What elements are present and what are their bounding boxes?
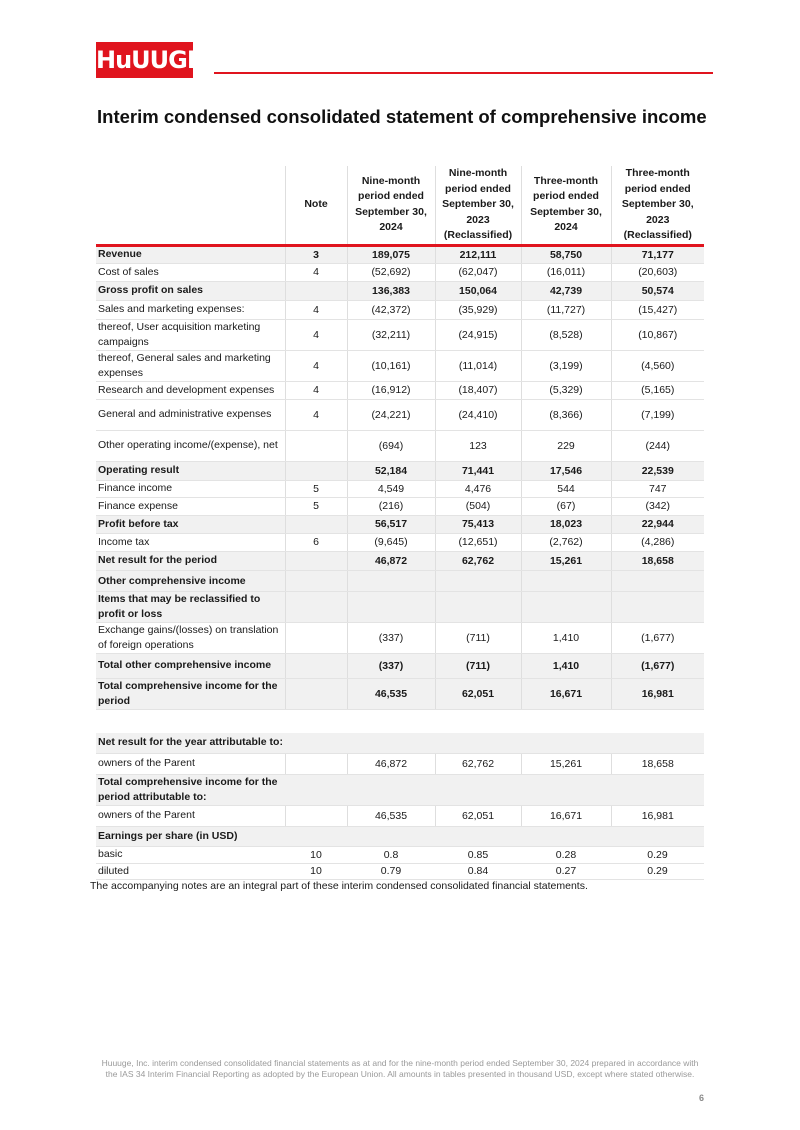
value-9m-2023: 0.84 [435,863,521,879]
table-row [96,350,704,381]
value-3m-2023 [611,733,704,753]
row-note [285,805,347,826]
row-note [285,753,347,774]
value-3m-2023 [611,826,704,846]
value-9m-2024: 46,535 [347,678,435,709]
table-row [96,733,704,753]
row-label: Cost of sales [96,263,285,281]
row-note [285,826,347,846]
table-row [96,591,704,622]
value-9m-2023: (711) [435,622,521,653]
value-9m-2024: (337) [347,653,435,678]
row-label: thereof, User acquisition marketing campaigns [96,319,285,350]
value-3m-2023 [611,709,704,733]
row-note [285,591,347,622]
value-9m-2023: (711) [435,653,521,678]
row-note [285,430,347,461]
row-note: 5 [285,480,347,497]
value-3m-2024 [521,591,611,622]
table-row [96,846,704,863]
value-9m-2024 [347,570,435,591]
table-header-row [96,166,704,245]
value-3m-2024: 1,410 [521,622,611,653]
huuuge-logo: HuUUGE [96,42,193,78]
table-row [96,753,704,774]
value-3m-2023: 18,658 [611,551,704,570]
value-9m-2023: (504) [435,497,521,515]
value-3m-2024: 16,671 [521,678,611,709]
table-row [96,678,704,709]
value-9m-2023: 62,762 [435,551,521,570]
value-3m-2023: (1,677) [611,622,704,653]
value-9m-2023: 62,051 [435,678,521,709]
row-note: 10 [285,863,347,879]
row-label: Net result for the period [96,551,285,570]
value-3m-2023: (5,165) [611,381,704,399]
value-9m-2023: (24,915) [435,319,521,350]
value-3m-2024: (67) [521,497,611,515]
row-label: Profit before tax [96,515,285,533]
value-9m-2024: 56,517 [347,515,435,533]
value-3m-2024: 0.28 [521,846,611,863]
value-9m-2024 [347,709,435,733]
value-3m-2024: (2,762) [521,533,611,551]
income-statement-table [96,166,704,880]
row-label: Exchange gains/(losses) on translation of foreign operations [96,622,285,653]
row-note [285,622,347,653]
table-row [96,497,704,515]
value-9m-2023: 0.85 [435,846,521,863]
table-row [96,826,704,846]
table-row [96,245,704,263]
value-9m-2024: (42,372) [347,300,435,319]
value-3m-2024 [521,826,611,846]
row-label: Other comprehensive income [96,570,285,591]
row-note: 4 [285,300,347,319]
value-3m-2023: 16,981 [611,678,704,709]
value-9m-2023: 62,762 [435,753,521,774]
value-3m-2023: 71,177 [611,245,704,263]
notes-disclaimer: The accompanying notes are an integral part of these interim condensed consolidated financial statements. [90,880,588,892]
table-row [96,319,704,350]
value-9m-2024 [347,591,435,622]
value-3m-2023: (20,603) [611,263,704,281]
value-3m-2023: (4,286) [611,533,704,551]
header-divider [214,72,713,74]
value-9m-2023 [435,774,521,805]
value-3m-2024: 15,261 [521,753,611,774]
value-9m-2024: 0.79 [347,863,435,879]
value-3m-2023: 18,658 [611,753,704,774]
value-3m-2023: 50,574 [611,281,704,300]
value-3m-2024 [521,774,611,805]
row-label: Finance income [96,480,285,497]
value-3m-2024: 42,739 [521,281,611,300]
row-note: 4 [285,381,347,399]
row-label: owners of the Parent [96,753,285,774]
row-note [285,461,347,480]
column-header-9m-2023: Nine-month period ended September 30, 2023 (Reclassified) [435,166,521,245]
row-label: General and administrative expenses [96,399,285,430]
value-3m-2024: 16,671 [521,805,611,826]
row-label: Total other comprehensive income [96,653,285,678]
page-number: 6 [698,1093,704,1103]
value-9m-2024 [347,733,435,753]
value-3m-2024: (11,727) [521,300,611,319]
row-note: 4 [285,263,347,281]
table-row [96,300,704,319]
value-3m-2023: (1,677) [611,653,704,678]
table-row [96,430,704,461]
value-9m-2023: 4,476 [435,480,521,497]
row-label: owners of the Parent [96,805,285,826]
row-note [285,774,347,805]
row-note: 3 [285,245,347,263]
table-row [96,480,704,497]
value-3m-2024: 15,261 [521,551,611,570]
row-label: Net result for the year attributable to: [96,733,285,753]
row-label: Gross profit on sales [96,281,285,300]
value-9m-2024: (10,161) [347,350,435,381]
value-3m-2023 [611,591,704,622]
note-column-header: Note [285,166,347,245]
row-label: diluted [96,863,285,879]
value-9m-2023 [435,733,521,753]
row-label: Total comprehensive income for the period attributable to: [96,774,285,805]
row-note: 4 [285,350,347,381]
value-9m-2024: (694) [347,430,435,461]
value-9m-2024: 46,872 [347,753,435,774]
value-3m-2023: 0.29 [611,863,704,879]
value-9m-2023: (62,047) [435,263,521,281]
table-row [96,653,704,678]
value-3m-2024: 229 [521,430,611,461]
value-3m-2024: 58,750 [521,245,611,263]
row-label: Other operating income/(expense), net [96,430,285,461]
value-9m-2024: 0.8 [347,846,435,863]
value-3m-2024: (3,199) [521,350,611,381]
row-note: 4 [285,319,347,350]
row-note: 4 [285,399,347,430]
row-note: 5 [285,497,347,515]
value-3m-2023: 747 [611,480,704,497]
table-row [96,863,704,879]
value-3m-2024: (8,528) [521,319,611,350]
table-row [96,622,704,653]
value-3m-2023: (4,560) [611,350,704,381]
row-label: Revenue [96,245,285,263]
value-9m-2024: 52,184 [347,461,435,480]
value-3m-2023 [611,570,704,591]
value-9m-2024: 136,383 [347,281,435,300]
column-header-9m-2024: Nine-month period ended September 30, 2024 [347,166,435,245]
value-3m-2023: 22,539 [611,461,704,480]
value-3m-2024: 18,023 [521,515,611,533]
value-9m-2023: (11,014) [435,350,521,381]
value-9m-2023: 75,413 [435,515,521,533]
value-9m-2023 [435,826,521,846]
row-note: 10 [285,846,347,863]
page-title: Interim condensed consolidated statement of comprehensive income [97,106,707,127]
value-3m-2024 [521,709,611,733]
value-9m-2024 [347,774,435,805]
value-3m-2024: 0.27 [521,863,611,879]
value-3m-2023: 0.29 [611,846,704,863]
value-9m-2024: (32,211) [347,319,435,350]
value-9m-2024: (16,912) [347,381,435,399]
page-footer: Huuuge, Inc. interim condensed consolidated financial statements as at and for the nine-month period ended September 30, 2024 prepared in accordance with the IAS 34 Interim Financial Reporting as adopted by the European Union. All amounts in tables presented in thousand USD, except where stated otherwise. [101,1058,699,1079]
value-3m-2023: (7,199) [611,399,704,430]
table-row [96,774,704,805]
value-3m-2023: 16,981 [611,805,704,826]
value-9m-2024: (24,221) [347,399,435,430]
row-note [285,653,347,678]
row-note [285,281,347,300]
table-row [96,805,704,826]
table-row [96,263,704,281]
value-9m-2023 [435,709,521,733]
row-label: Operating result [96,461,285,480]
value-3m-2024 [521,570,611,591]
row-note [285,515,347,533]
value-9m-2024: 46,872 [347,551,435,570]
row-label: Total comprehensive income for the period [96,678,285,709]
row-label: Research and development expenses [96,381,285,399]
value-9m-2023: 212,111 [435,245,521,263]
value-9m-2023: 62,051 [435,805,521,826]
value-3m-2023: (15,427) [611,300,704,319]
table-spacer-row [96,709,704,733]
table-row [96,399,704,430]
row-note [285,678,347,709]
value-3m-2024: (8,366) [521,399,611,430]
row-label: Income tax [96,533,285,551]
table-row [96,551,704,570]
value-9m-2023: (24,410) [435,399,521,430]
value-9m-2024: (9,645) [347,533,435,551]
value-3m-2023 [611,774,704,805]
row-label: basic [96,846,285,863]
row-label: thereof, General sales and marketing expenses [96,350,285,381]
value-3m-2023: (244) [611,430,704,461]
value-3m-2023: (342) [611,497,704,515]
value-9m-2024: 4,549 [347,480,435,497]
statement-rows [96,245,704,879]
value-3m-2024: 1,410 [521,653,611,678]
table-row [96,381,704,399]
value-9m-2023: (12,651) [435,533,521,551]
value-9m-2024 [347,826,435,846]
value-9m-2024: 189,075 [347,245,435,263]
row-label [96,709,285,733]
row-note: 6 [285,533,347,551]
value-3m-2024: 544 [521,480,611,497]
value-9m-2024: (216) [347,497,435,515]
table-row [96,515,704,533]
column-header-3m-2024: Three-month period ended September 30, 2024 [521,166,611,245]
value-3m-2024: (5,329) [521,381,611,399]
value-3m-2024: 17,546 [521,461,611,480]
value-3m-2023: (10,867) [611,319,704,350]
value-9m-2023 [435,570,521,591]
value-9m-2023: 150,064 [435,281,521,300]
value-9m-2024: 46,535 [347,805,435,826]
value-9m-2023: 123 [435,430,521,461]
value-3m-2024: (16,011) [521,263,611,281]
value-3m-2024 [521,733,611,753]
table-row [96,570,704,591]
column-header-3m-2023: Three-month period ended September 30, 2023 (Reclassified) [611,166,704,245]
value-9m-2024: (337) [347,622,435,653]
table-row [96,533,704,551]
row-label: Finance expense [96,497,285,515]
value-9m-2023 [435,591,521,622]
row-note [285,570,347,591]
row-label: Earnings per share (in USD) [96,826,285,846]
row-note [285,733,347,753]
table-row [96,461,704,480]
value-9m-2024: (52,692) [347,263,435,281]
label-column-header [96,166,285,245]
row-label: Sales and marketing expenses: [96,300,285,319]
row-note [285,709,347,733]
row-label: Items that may be reclassified to profit or loss [96,591,285,622]
value-3m-2023: 22,944 [611,515,704,533]
table-row [96,281,704,300]
value-9m-2023: 71,441 [435,461,521,480]
row-note [285,551,347,570]
value-9m-2023: (35,929) [435,300,521,319]
value-9m-2023: (18,407) [435,381,521,399]
